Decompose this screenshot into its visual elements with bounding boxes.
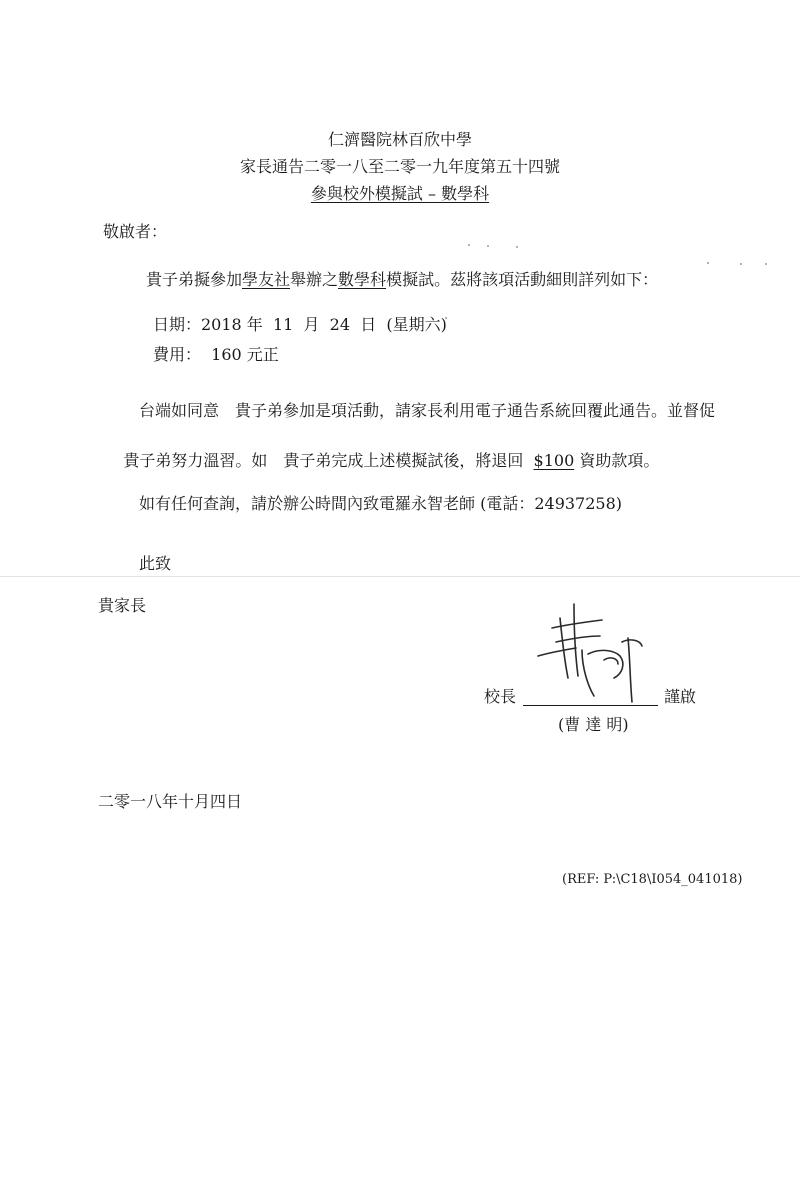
scan-speck [707,262,709,264]
exam-subject: 數學科 [338,270,387,289]
scan-speck [468,244,470,246]
scan-speck [516,246,518,248]
scan-speck [765,263,767,265]
principal-name: (曹 達 明) [558,715,629,734]
notice-date: 二零一八年十月四日 [98,792,243,811]
scan-speck [487,245,489,247]
consent-line-2 [103,431,659,491]
school-name: 仁濟醫院林百欣中學 [327,130,472,149]
intro-text: 舉辦之 [290,270,339,289]
principal-title: 校長 [484,687,517,706]
signature-line [523,705,658,706]
exam-fee: 費用： 160 元正 [153,345,279,364]
consent-text: 貴子弟努力溫習。如 貴子弟完成上述模擬試後，將退回 [123,451,534,470]
notice-number: 家長通告二零一八至二零一九年度第五十四號 [239,157,560,176]
notice-subject: 參與校外模擬試 – 數學科 [310,184,490,203]
respectfully-closing: 謹啟 [664,687,697,706]
intro-text: 貴子弟擬參加 [146,270,243,289]
reference-code: (REF: P:\C18\I054_041018) [562,872,743,887]
closing-cizhi: 此致 [139,554,172,573]
consent-line-1: 台端如同意 貴子弟參加是項活動，請家長利用電子通告系統回覆此通告。並督促 [139,401,716,420]
scan-line-artifact [0,576,800,577]
exam-date: 日期：2018 年 11 月 24 日 (星期六) [153,315,447,334]
principal-signature [530,598,660,708]
consent-text: 資助款項。 [574,451,660,470]
scan-speck [740,263,742,265]
closing-recipient: 貴家長 [98,596,147,615]
salutation: 敬啟者： [103,222,168,241]
refund-amount: $100 [533,451,575,470]
intro-paragraph [146,270,658,290]
enquiry-line: 如有任何查詢，請於辦公時間內致電羅永智老師 (電話：24937258) [139,494,623,513]
intro-text: 模擬試。茲將該項活動細則詳列如下： [386,270,659,289]
organizer-name: 學友社 [242,270,291,289]
